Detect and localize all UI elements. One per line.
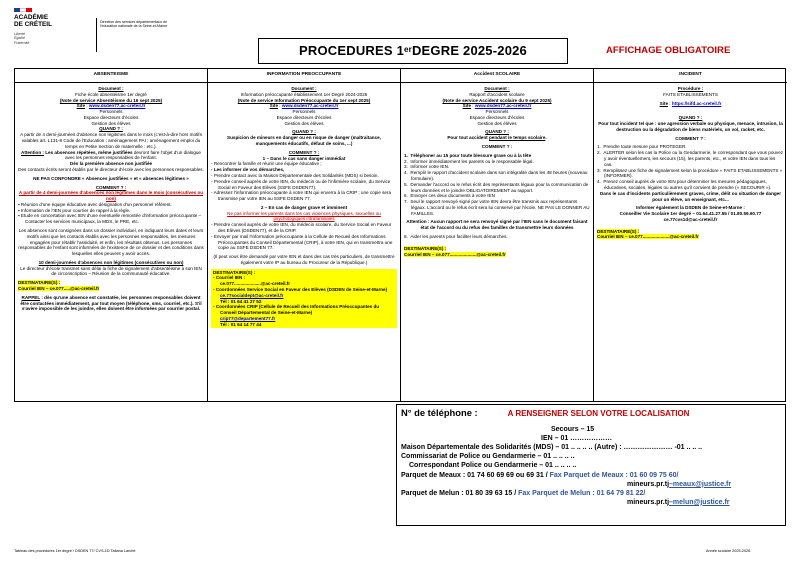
list-item: 3. Informer votre IEN. (404, 164, 450, 170)
phone-line-police: Commissariat de Police ou Gendarmerie – 01 .. .. .. .. (401, 453, 575, 461)
logo-divider (96, 18, 97, 52)
doc-title: Rapport d'accident scolaire (469, 91, 525, 97)
audience-3: Gestion des élèves (284, 120, 324, 126)
recipient-ssfe-email[interactable]: ce.77socialdept@ac-creteil.fr (220, 292, 284, 298)
how-label: COMMENT ? : (675, 135, 706, 141)
ten-absences-title: 10 demi-journées d'absences non légitimes (consécutives ou non) (38, 259, 184, 265)
serious-incident: Dans le cas d'incidents particulièrement graves, crime, délit ou situation de danger pour un élève, un enseignant, etc... (599, 190, 782, 202)
how-label: COMMENT ? : (288, 149, 320, 155)
doc-title: FAITS ETABLISSEMENTS (663, 91, 718, 97)
site-link[interactable]: www.dsden77.ac-creteil.fr (281, 103, 339, 109)
phone-note: A RENSEIGNER SELON VOTRE LOCALISATION (507, 409, 690, 418)
list-item: - Prendre contact avec la Maison Départementale des Solidarités (MDS) si besoin. (211, 173, 397, 179)
recipient-email: Courriel IEN – ce.077.....................@ac-creteil.fr (597, 234, 699, 240)
list-item: 4. Remplir le rapport d'accident scolaire dans son intégralité dans les 48 heures (nouveau formulaire). (404, 170, 588, 181)
phone-numbers-box: N° de téléphone : A RENSEIGNER SELON VOTRE LOCALISATION Secours – 15 IEN – 01 ……………… Maison Départementale des Solidarités (MDS) – 01 .. .. .. .. (Autre) : ………………… -01 .. .. .. Commissariat de Police ou Gendarmerie – 01 .. .. .. .. Correspondant Police ou Gendarmerie – 01 .. .. .. .. Parquet de Meaux : 01 74 60 69 69 ou 69 31 / Fax Parquet de Meaux : 01 60 09 75 60/ mineurs.pr.tj–meaux@justice.fr Parquet de Melun : 01 80 39 63 15 / Fax Parquet de Melun : 01 64 79 81 22/ mineurs.pr.tj–melun@justice.fr (396, 404, 786, 526)
list-item: ▪ Réunion d'une équipe éducative avec désignation d'un personnel référent. (18, 202, 204, 208)
when-label: QUAND ? : (678, 115, 703, 121)
recipient-ssfe-label: - Coordonnées Service Social en Faveur des Elèves (DSDEN de Seine-et-Marne) (213, 287, 395, 293)
doc-note: (Note de service Accident scolaire du 9 sept 2025) (442, 97, 552, 103)
recipient-email: Courriel IEN – ce.077.....................@ac-creteil.fr (404, 251, 506, 257)
list-item: 1. Prendre toute mesure pour PROTEGER. (597, 144, 687, 150)
site-link[interactable]: www.dsden77.ac-creteil.fr (474, 103, 532, 109)
phone-line-melun: Parquet de Melun : 01 80 39 63 15 / Fax Parquet de Melun : 01 64 79 81 22/ (401, 489, 646, 497)
list-item: - Prendre conseil auprès de votre IEN, du médecin scolaire, du Service Social en Faveur des Elèves (DSDEN77), et de la CRIP. (211, 222, 397, 234)
no-confuse-note: NE PAS CONFONDRE « Absences justifiées » et « absences légitimes » (33, 175, 189, 181)
recipients-block (211, 269, 397, 329)
how-label: COMMENT ? : (481, 144, 513, 150)
phone-title: N° de téléphone : (401, 407, 478, 418)
doc-title: Information préoccupante établissement 1er Degré 2024-2025 (240, 91, 368, 97)
list-item: - Les informer de vos démarches, (211, 167, 397, 173)
accident-steps (404, 153, 590, 217)
recipient-ien-email: ce.077.....................@ac-creteil.fr (220, 281, 291, 287)
accident-attention: Attention : Aucun rapport ne sera renvoyé signé par l'IEN sans le document faisant état de l'accord ou du refus des familles de transmettre leurs données (406, 219, 588, 231)
list-item: - Prendre conseil auprès de votre IEN, du médecin ou de l'infirmière scolaire, du Service Social en Faveur des Elèves (SSFE DSDEN77). (211, 179, 397, 191)
recipient-email: Courriel IEN – ce.077.....@ac-creteil.fr (18, 286, 100, 291)
recipient-ssfe-phone: Tél : 01 64 41 27 52 (220, 298, 262, 304)
site-label: Site (269, 103, 279, 109)
doc-label: Document : (98, 86, 124, 91)
audience-1: Personnels (99, 109, 123, 115)
site-label: Site (76, 103, 86, 109)
phone-line-correspondent: Correspondant Police ou Gendarmerie – 01 .. .. .. .. (409, 462, 577, 470)
list-item: 6. Envoyer ces deux documents à votre IEN (404, 193, 495, 199)
recipient-crip-label: - Coordonnées CRIP (Cellule de Recueil des Informations Préoccupantes du Conseil Départemental de Seine-et-Marne) (213, 304, 395, 316)
department-name: Direction des services départementaux de l'éducation nationale de la Seine-et-Marne (100, 20, 168, 29)
when-label: QUAND ? : (292, 129, 316, 135)
list-item: 5. Demander l'accord ou le refus écrit des représentants légaux pour la communication de leurs données et le joindre OBLIGATOIREMENT au rapport. (404, 181, 589, 193)
procedures-table (14, 68, 786, 402)
recipients-label: DESTINATAIRE(S) : (404, 245, 447, 251)
recipient-crip-email[interactable]: crip77@departement77.fr (220, 315, 276, 321)
when-label: QUAND ? : (99, 126, 123, 132)
doc-title: Fiche école absentéisme 1er degré (75, 91, 147, 97)
audience-2: Espace directeurs d'écoles (469, 114, 525, 120)
rappel-text: : dès qu'une absence est constatée, les personnes responsables doivent être contactées immédiatement, par tout moyen (téléphone, sms, courriel, etc.). S'il s'avère impossible de les joindre, elles doivent être informées par courrier postal. (20, 294, 202, 312)
column-heading: INCIDENT (594, 69, 787, 83)
inform-dsden: Informer également la DSDEN de Seine-et-Marne : (636, 205, 745, 211)
column-heading: INFORMATION PREOCCUPANTE (208, 69, 400, 83)
case2-steps (211, 222, 397, 251)
list-item: 2. Informer immédiatement les parents ou le responsable légal. (404, 158, 534, 164)
list-item: - Adressez l'information préoccupante à votre IEN qui enverra à la CRIP ; une copie sera transmise par votre IEN au SSFE DSDEN 77. (211, 190, 397, 202)
audience-2: Espace directeurs d'écoles (83, 114, 139, 120)
melun-email-link[interactable]: –melun@justice.fr (669, 498, 730, 506)
meaux-email-link[interactable]: –meaux@justice.fr (669, 480, 732, 488)
column-heading: Accident SCOLAIRE (401, 69, 593, 83)
case2-note: (Il peut vous être demandé par votre IEN et dans des cas très particuliers, de transmettre également votre IP au bureau du Procureur de la République.) (213, 254, 395, 265)
column-incident: INCIDENT Procédure : FAITS ETABLISSEMENTS Site : https://sifd.ac-creteil.fr QUAND ? : Pour tout incident tel que : une agression verbale ou physique, menace, intrusion, la destruction ou la dégradation de biens matériels, un vol, racket, etc. COMMENT ? : 1. Prendre toute mesure pour PROTEGER. 2. ALERTER selon les cas la Police ou la Gendarmerie, le correspondant que vous pouvez y avoir éventuellement, les secours (15), les parents, etc., et votre IEN dans tous les cas. 3. Remplissez une fiche de signalement selon la procédure « FAITS ETABLISSEMENTS » (INFORMER). 4. Prenez conseil auprès de votre IEN pour déterminer les mesures pédagogiques, éducatives, sociales, légales ou autres qu'il convient de prendre (« SECOURIR »). Dans le cas d'incidents particulièrement graves, crime, délit ou situation de danger pour un élève, un enseignant, etc... Informer également la DSDEN de Seine-et-Marne : Conseiller Vie Scolaire 1er degré – 01.64.41.27.55 / 01.80.59.60.77 ce.77cvs1d@ac-creteil.fr DESTINATAIRE(S) : Courriel IEN – ce.077.....................@ac-creteil.fr (594, 69, 787, 401)
audience-1: Personnels (292, 109, 316, 115)
list-item: 7. Seul le rapport renvoyé signé par votre IEN devra être transmis aux représentants légaux. L'accord ou le refus écrit sera lui conservé par l'école. NE PAS LE DONNER AU FAMILLES. (404, 199, 590, 216)
list-item: 8. Aider les parents pour faciliter leurs démarches. (404, 233, 508, 239)
list-item: - Rencontrer la famille et réunir une équipe éducative ; (211, 161, 397, 167)
when-text: Suspicion de mineurs en danger ou en risque de danger (maltraitance, manquements éducatifs, défaut de soins, ...) (227, 135, 381, 147)
list-item: 4. Prenez conseil auprès de votre IEN pour déterminer les mesures pédagogiques, éducatives, sociales, légales ou autres qu'il convient de prendre (« SECOURIR »). (597, 179, 772, 190)
absenteeism-steps (18, 202, 204, 225)
recipients-label: DESTINATAIRE(S) : (597, 228, 640, 234)
audience-3: Gestion des élèves (91, 120, 131, 126)
page-title: PROCEDURES 1 $^{er}$ DEGRE 2025-2026 (258, 38, 568, 64)
audience-1: Personnels (485, 109, 509, 115)
list-item: - Envoyer par mail l'information préoccupante à la Cellule de Recueil des Informations Préoccupantes du Conseil Départemental (CRIP), à votre IEN, qui en transmettra une copie au SSFE DSDEN 77. (211, 234, 397, 251)
list-item: 3. Remplissez une fiche de signalement selon la procédure « FAITS ETABLISSEMENTS » (INFORMER). (597, 167, 783, 179)
doc-note: (Note de service Information Préoccupante du 1er sept 2025) (237, 97, 371, 103)
when-text: A partir de 4 demi-journées d'absence non légitimes dans le mois (c'est-à-dire hors motifs valables art. L131-8 Code de l'Education ; aménagement PAI ; aménagement emploi du temps en Petite Section de maternelle : etc.). (20, 132, 202, 149)
site-label: Site (462, 103, 472, 109)
recipients-label: DESTINATAIRE(S) : (213, 269, 256, 275)
site-link[interactable]: https://sifd.ac-creteil.fr (671, 100, 722, 106)
list-item: 2. ALERTER selon les cas la Police ou la Gendarmerie, le correspondant que vous pouvez y avoir éventuellement, les secours (15), les parents, etc., et votre IEN dans tous les cas. (597, 150, 784, 167)
republic-flag-icon (14, 8, 32, 12)
doc-note: (Note de service Absentéisme du 16 sept 2025) (59, 97, 163, 103)
how-label: COMMENT ? : (95, 184, 127, 190)
column-worrying-information: INFORMATION PREOCCUPANTE Document : Information préoccupante établissement 1er Degré 2024-2025 (Note de service Information Préoccupante du 1er sept 2025) Site : www.dsden77.ac-creteil.fr Personnels Espace directeurs d'écoles Gestion des élèves QUAND ? : Suspicion de mineurs en danger ou en risque de danger (maltraitance, manquements éducatifs, défaut de soins, ...) COMMENT ? : 1 – Dans le cas sans danger immédiat - Rencontrer la famille et réunir une équipe éducative ; - Les informer de vos démarches, - Prendre contact avec la Maison Départementale des Solidarités (MDS) si besoin. - Prendre conseil auprès de votre IEN, du médecin ou de l'infirmière scolaire, du Service Social en Faveur des Elèves (SSFE DSDEN77). - Adressez l'information préoccupante à votre IEN qui enverra à la CRIP ; une copie sera transmise par votre IEN au SSFE DSDEN 77. 2 – En cas de danger grave et imminent Ne pas informer les parents dans les cas violences physiques, sexuelles ou psychologiques intrafamiliales - Prendre conseil auprès de votre IEN, du médecin scolaire, du Service Social en Faveur des Elèves (DSDEN77), et de la CRIP. - Envoyer par mail l'information préoccupante à la Cellule de Recueil des Informations Préoccupantes du Conseil Départemental (CRIP), à votre IEN, qui en transmettra une copie au SSFE DSDEN 77. (Il peut vous être demandé par votre IEN et dans des cas très particuliers, de transmettre également votre IP au bureau du Procureur de la République.) DESTINATAIRE(S) : - Courriel IEN : ce.077.....................@ac-creteil.fr - Coordonnées Service Social en Faveur des Elèves (DSDEN de Seine-et-Marne) ce.77socialdept@ac-creteil.fr Tél : 01 64 41 27 52 - Coordonnées CRIP (Cellule de Recueil des Informations Préoccupantes du Conseil Départemental de Seine-et-Marne) crip77@departement77.fr Tél : 01 64 14 77 44 (208, 69, 401, 401)
counsellor-contact: Conseiller Vie Scolaire 1er degré – 01.64.41.27.55 / 01.80.59.60.77 (619, 211, 762, 217)
case1-title: 1 – Dans le cas sans danger immédiat (262, 155, 346, 161)
phone-line-secours: Secours – 15 (551, 426, 595, 434)
mandatory-display-label: AFFICHAGE OBLIGATOIRE (606, 45, 731, 56)
academy-logo (14, 8, 168, 54)
list-item: ▪ Information de l'IEN pour courrier de rappel à la règle. (18, 208, 204, 214)
audience-2: Espace directeurs d'écoles (276, 114, 332, 120)
recipient-crip-phone: Tél : 01 64 14 77 44 (220, 321, 262, 327)
doc-label: Document : (291, 86, 317, 91)
list-item: ▪ Etude en concertation avec IEN d'une éventuelle remontée d'information préoccupante – Contacter les services municipaux, la MDS, le PRE, etc. (18, 213, 204, 225)
case2-warning: Ne pas informer les parents dans les cas violences physiques, sexuelles ou psychologiques intrafamiliales (227, 210, 381, 222)
incident-steps (597, 144, 784, 190)
column-absenteeism: ABSENTEISME Document : Fiche école absentéisme 1er degré (Note de service Absentéisme du 16 sept 2025) Site : www.dsden77.ac-creteil.fr Personnels Espace directeurs d'écoles Gestion des élèves QUAND ? : A partir de 4 demi-journées d'absence non légitimes dans le mois (c'est-à-dire hors motifs valables art. L131-8 Code de l'Education ; aménagement PAI ; aménagement emploi du temps en Petite Section de maternelle : etc.). Attention : Les absences répétées, même justifiées devront faire l'objet d'un dialogue avec les personnes responsables de l'enfant. Dès la première absence non justifiée Des contacts écrits seront établis par le directeur d'école avec les personnes responsables. NE PAS CONFONDRE « Absences justifiées » et « absences légitimes » COMMENT ? : A partir de 4 demi-journées d'absences non légitimes dans le mois (consécutives ou non) ▪ Réunion d'une équipe éducative avec désignation d'un personnel référent. ▪ Information de l'IEN pour courrier de rappel à la règle. ▪ Etude en concertation avec IEN d'une éventuelle remontée d'information préoccupante – Contacter les services municipaux, la MDS, le PRE, etc. Les absences sont consignées dans un dossier individuel, en indiquant leurs dates et leurs motifs ainsi que les contacts établis avec les personnes responsables, les mesures engagées pour rétablir l'assiduité, et enfin, les résultats obtenus. Les personnes responsables de l'enfant sont informées de l'existence de ce dossier et des conditions dans lesquelles elles peuvent y avoir accès. 10 demi-journées d'absences non légitimes (consécutives ou non) Le directeur d'école transmet sans délai la fiche de signalement d'absentéisme à son IEN de circonscription – Réunion de la communauté éducative. DESTINATAIRE(S) : Courriel IEN – ce.077.....@ac-creteil.fr RAPPEL : dès qu'une absence est constatée, les personnes responsables doivent être contactées immédiatement, par tout moyen (téléphone, sms, courriel, etc.). S'il s'avère impossible de les joindre, elles doivent être informées par courrier postal. (15, 69, 208, 401)
record-text: Les absences sont consignées dans un dossier individuel, en indiquant leurs dates et leurs motifs ainsi que les contacts établis avec les personnes responsables, les mesures engagées pour rétablir l'assiduité, et enfin, les résultats obtenus. Les personnes responsables de l'enfant sont informées de l'existence de ce dossier et des conditions dans lesquelles elles peuvent y avoir accès. (18, 227, 204, 257)
column-heading: ABSENTEISME (15, 69, 207, 83)
recipients-label: DESTINATAIRE(S) : (18, 280, 61, 286)
site-label: Site (659, 100, 669, 106)
academy-name: ACADÉMIE DE CRÉTEIL (14, 14, 52, 29)
when-text: Pour tout incident tel que : une agression verbale ou physique, menace, intrusion, la destruction ou la dégradation de biens matériels, un vol, racket, etc. (598, 121, 783, 132)
case2-title: 2 – En cas de danger grave et imminent (260, 204, 348, 210)
first-absence: Dès la première absence non justifiée (69, 161, 153, 167)
phone-line-meaux: Parquet de Meaux : 01 74 60 69 69 ou 69 31 / Fax Parquet de Meaux : 01 60 09 75 60/ (401, 471, 679, 479)
when-label: QUAND ? : (485, 129, 509, 135)
audience-3: Gestion des élèves (477, 120, 517, 126)
column-school-accident: Accident SCOLAIRE Document : Rapport d'accident scolaire (Note de service Accident scolaire du 9 sept 2025) Site : www.dsden77.ac-creteil.fr Personnels Espace directeurs d'écoles Gestion des élèves QUAND ? : Pour tout accident pendant le temps scolaire. COMMENT ? : 1. Téléphoner au 15 pour toute blessure grave ou à la tête 2. Informer immédiatement les parents ou le responsable légal. 3. Informer votre IEN. 4. Remplir le rapport d'accident scolaire dans son intégralité dans les 48 heures (nouveau formulaire). 5. Demander l'accord ou le refus écrit des représentants légaux pour la communication de leurs données et le joindre OBLIGATOIREMENT au rapport. 6. Envoyer ces deux documents à votre IEN 7. Seul le rapport renvoyé signé par votre IEN devra être transmis aux représentants légaux. L'accord ou le refus écrit sera lui conservé par l'école. NE PAS LE DONNER AU FAMILLES. Attention : Aucun rapport ne sera renvoyé signé par l'IEN sans le document faisant état de l'accord ou du refus des familles de transmettre leurs données 8. Aider les parents pour faciliter leurs démarches. DESTINATAIRE(S) : Courriel IEN – ce.077.....................@ac-creteil.fr (401, 69, 594, 401)
four-absences-title: A partir de 4 demi-journées d'absences non légitimes dans le mois (consécutives ou non) (18, 190, 204, 202)
counsellor-email: ce.77cvs1d@ac-creteil.fr (663, 216, 718, 222)
rappel-label: RAPPEL (21, 294, 41, 300)
ten-absences-text: Le directeur d'école transmet sans délai la fiche de signalement d'absentéisme à son IEN de circonscription – Réunion de la communauté éducative. (20, 265, 202, 277)
site-link[interactable]: www.dsden77.ac-creteil.fr (88, 103, 146, 109)
phone-line-mds: Maison Départementale des Solidarités (MDS) – 01 .. .. .. .. (Autre) : ………………… -01 .. .. .. (401, 444, 703, 452)
list-item: 1. Téléphoner au 15 pour toute blessure grave ou à la tête (404, 152, 532, 158)
footer-right: Année scolaire 2025-2026 (706, 549, 751, 553)
case1-steps (211, 161, 397, 201)
footer-left: Tableau des procédures 1er degré / DSDEN 77/ CVS-1D Tatiana Larché (14, 549, 136, 553)
doc-label: Document : (484, 86, 510, 91)
academy-motto: Liberté Égalité Fraternité (14, 32, 30, 45)
when-text: Pour tout accident pendant le temps scolaire. (447, 135, 547, 141)
doc-label: Procédure : (677, 86, 704, 91)
attention-label: Attention : (21, 149, 44, 155)
recipient-ien-label: - Courriel IEN : (213, 275, 395, 281)
phone-line-ien: IEN – 01 ……………… (541, 435, 613, 443)
